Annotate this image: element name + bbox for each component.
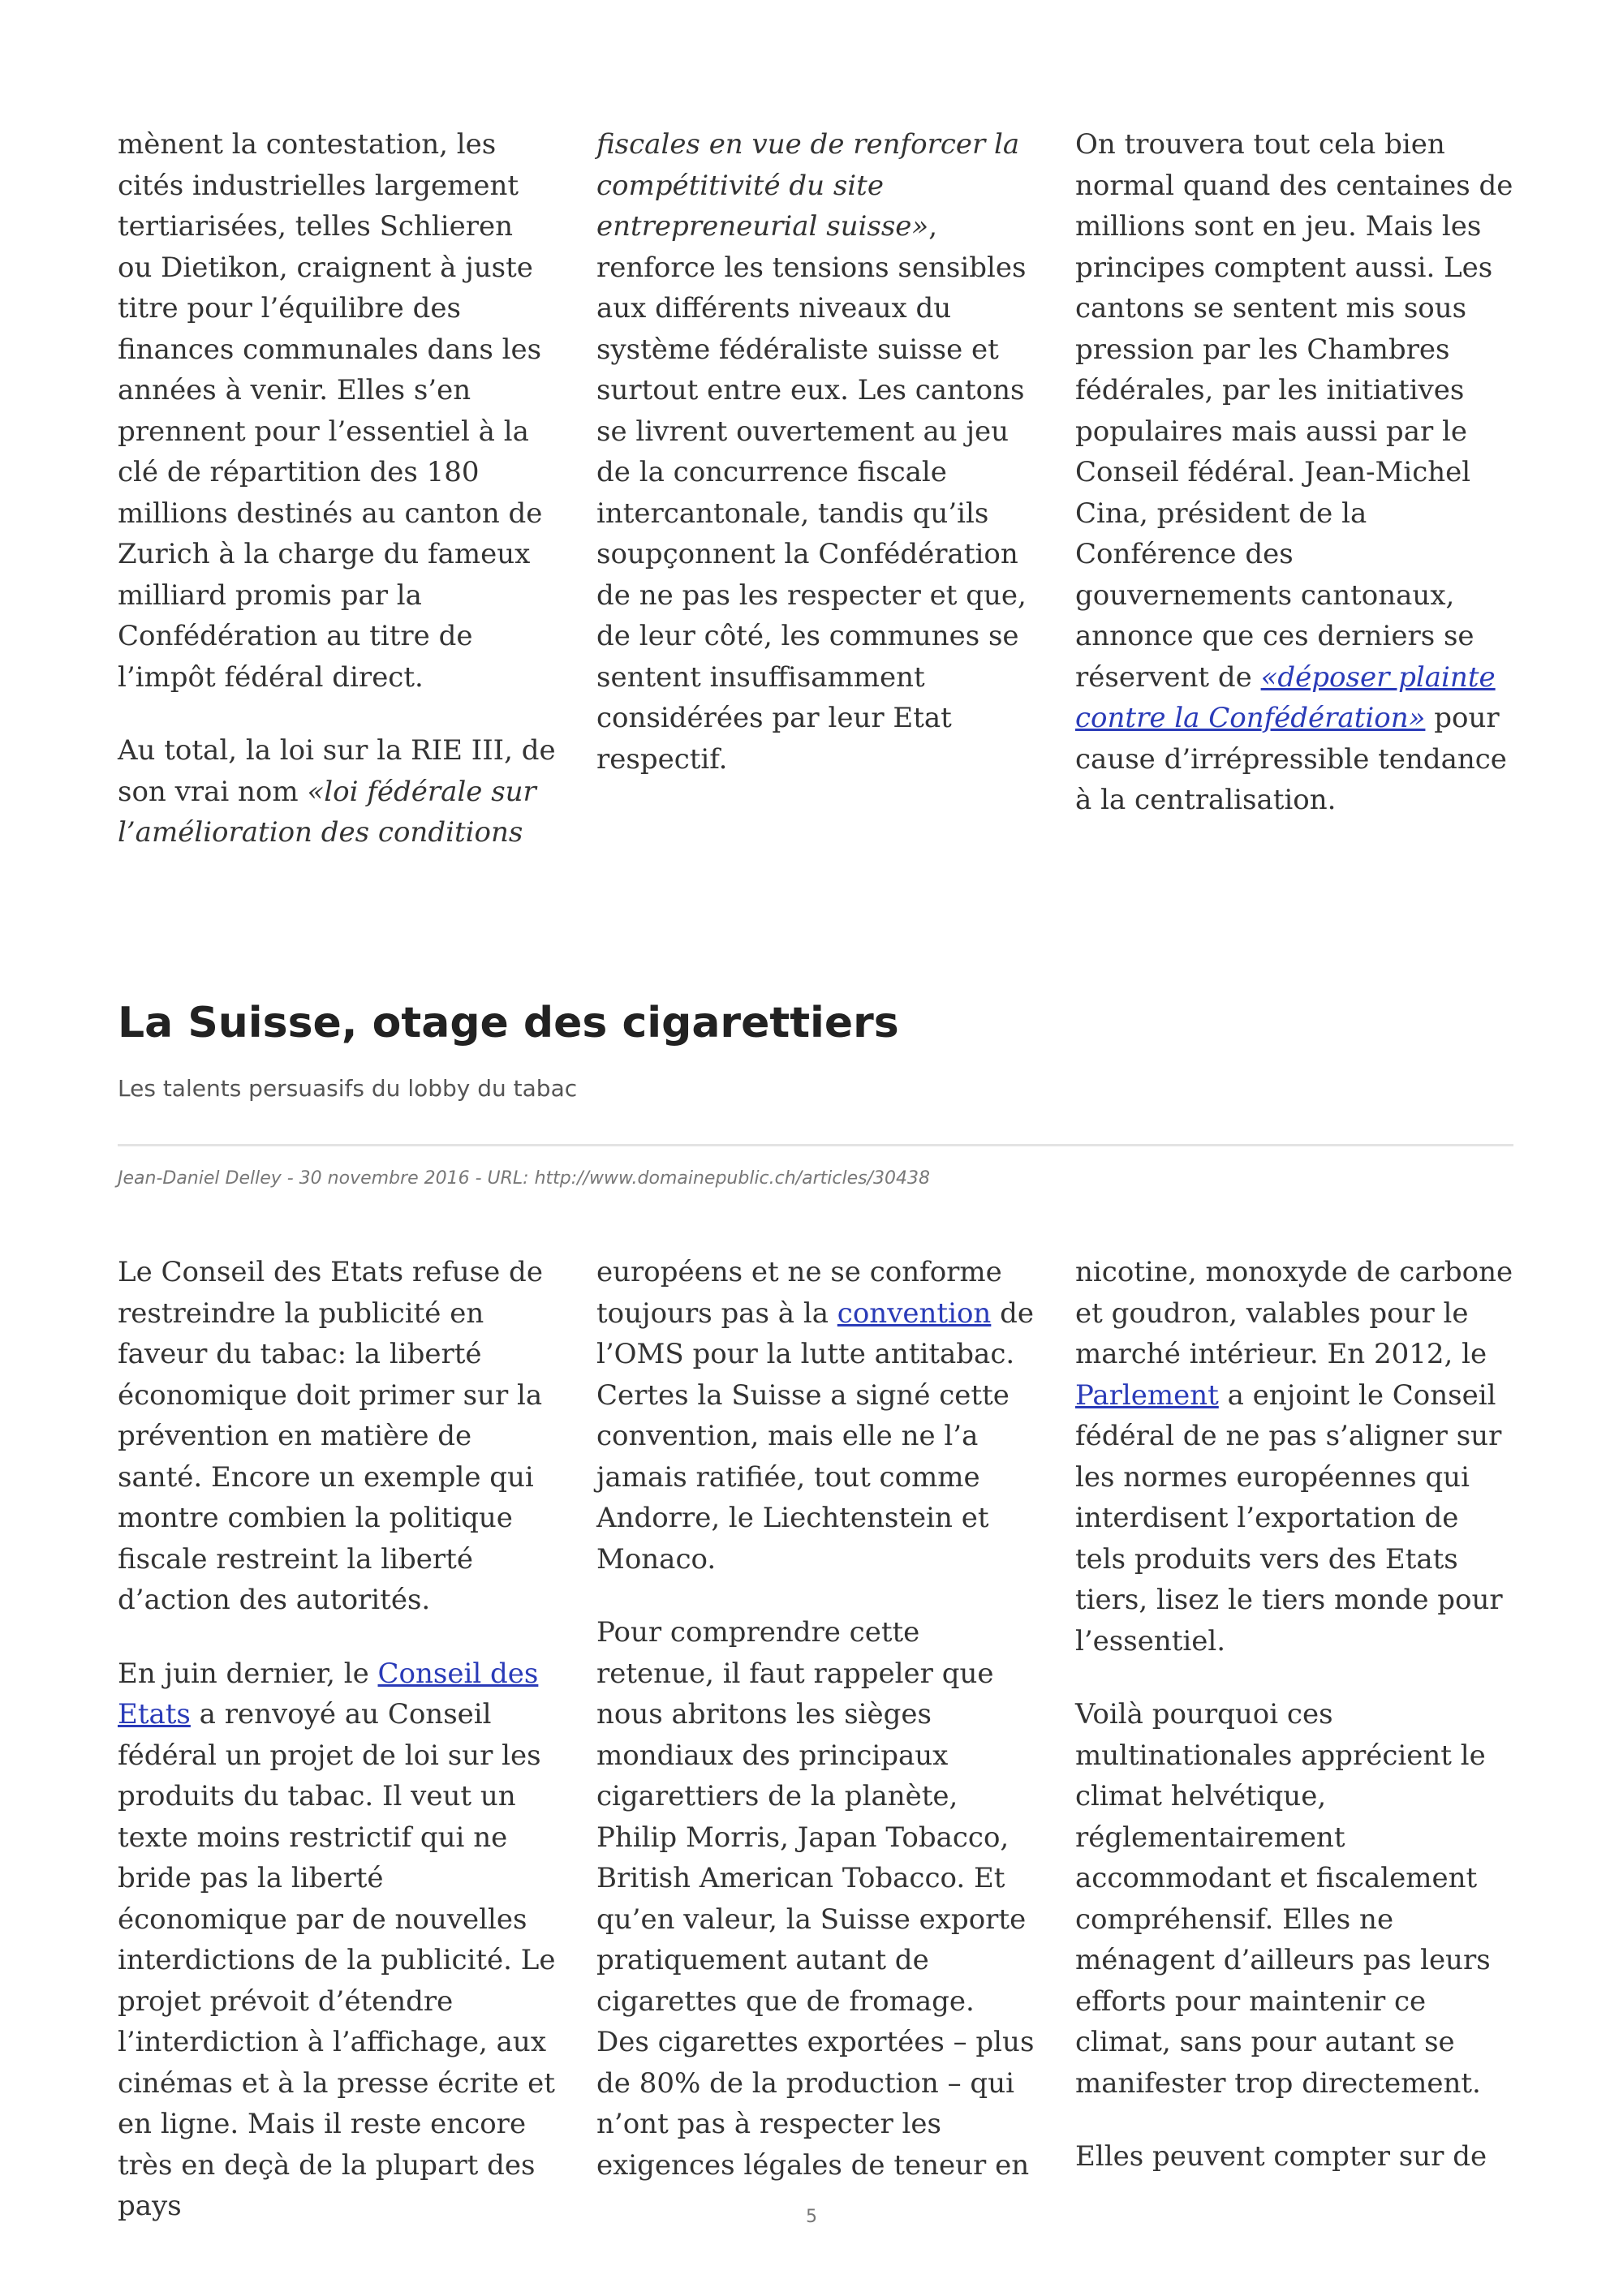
column-3 <box>1075 1252 1513 2227</box>
paragraph: mènent la contestation, les cités industrielles largement tertiarisées, telles Schlieren ou Dietikon, craignent à juste titre pour l’équilibre des finances communales dans les années à venir. Elles s’en prennent pour l’essentiel à la clé de répartition des 180 millions destinés au canton de Zurich à la charge du fameux milliard promis par la Confédération au titre de l’impôt fédéral direct. <box>118 128 543 694</box>
column-1 <box>118 124 556 853</box>
article-continuation <box>118 124 1513 853</box>
paragraph: En juin dernier, le Conseil des Etats a renvoyé au Conseil fédéral un projet de loi sur les produits du tabac. Il veut un texte moins restrictif qui ne bride pas la liberté économique par de nouvelles interdictions de la publicité. Le projet prévoit d’étendre l’interdiction à l’affichage, aux cinémas et à la presse écrite et en ligne. Mais il reste encore très en deçà de la plupart des pays <box>118 1657 556 2222</box>
article-body <box>118 1252 1513 2227</box>
article-title: La Suisse, otage des cigarettiers <box>118 999 899 1047</box>
column-2 <box>596 1252 1035 2227</box>
page-number: 5 <box>806 2207 817 2227</box>
divider <box>118 1144 1513 1146</box>
column-1 <box>118 1252 556 2227</box>
paragraph: européens et ne se conforme toujours pas à la convention de l’OMS pour la lutte antitabac. Certes la Suisse a signé cette convention, mais elle ne l’a jamais ratifiée, tout comme Andorre, le Liechtenstein et Monaco. <box>596 1256 1035 1576</box>
paragraph: Pour comprendre cette retenue, il faut rappeler que nous abritons les sièges mondiaux des principaux cigarettiers de la planète, Philip Morris, Japan Tobacco, British American Tobacco. Et qu’en valeur, la Suisse exporte pratiquement autant de cigarettes que de fromage. Des cigarettes exportées – plus de 80% de la production – qui n’ont pas à respecter les exigences légales de teneur en <box>596 1616 1035 2182</box>
link-conseil-des-etats[interactable]: Conseil des Etats <box>118 1657 539 1731</box>
paragraph: Au total, la loi sur la RIE III, de son vrai nom «loi fédérale sur l’amélioration des conditions <box>118 734 556 849</box>
paragraph: Voilà pourquoi ces multinationales apprécient le climat helvétique, réglementairement accommodant et fiscalement compréhensif. Elles ne ménagent d’ailleurs pas leurs efforts pour maintenir ce climat, sans pour autant se manifester trop directement. <box>1075 1698 1491 2100</box>
italic-quote: fiscales en vue de renforcer la compétitivité du site entrepreneurial suisse» <box>596 128 1020 243</box>
italic-quote: «loi fédérale sur l’amélioration des conditions <box>118 775 536 849</box>
link-convention[interactable]: convention <box>837 1296 992 1330</box>
link-deposer-plainte[interactable]: «déposer plainte contre la Confédération» <box>1075 660 1496 734</box>
paragraph: On trouvera tout cela bien normal quand des centaines de millions sont en jeu. Mais les principes comptent aussi. Les cantons se sentent mis sous pression par les Chambres fédérales, par les initiatives populaires mais aussi par le Conseil fédéral. Jean-Michel Cina, président de la Conférence des gouvernements cantonaux, annonce que ces derniers se réservent de «déposer plainte contre la Confédération» pour cause d’irrépressible tendance à la centralisation. <box>1075 128 1513 816</box>
article-subtitle: Les talents persuasifs du lobby du tabac <box>118 1075 578 1102</box>
paragraph: nicotine, monoxyde de carbone et goudron, valables pour le marché intérieur. En 2012, le Parlement a enjoint le Conseil fédéral de ne pas s’aligner sur les normes européennes qui interdisent l’exportation de tels produits vers des Etats tiers, lisez le tiers monde pour l’essentiel. <box>1075 1256 1513 1658</box>
link-parlement[interactable]: Parlement <box>1075 1378 1219 1412</box>
column-2 <box>596 124 1035 853</box>
paragraph: fiscales en vue de renforcer la compétitivité du site entrepreneurial suisse», renforce les tensions sensibles aux différents niveaux du système fédéraliste suisse et surtout entre eux. Les cantons se livrent ouvertement au jeu de la concurrence fiscale intercantonale, tandis qu’ils soupçonnent la Confédération de ne pas les respecter et que, de leur côté, les communes se sentent insuffisamment considérées par leur Etat respectif. <box>596 128 1027 776</box>
paragraph: Le Conseil des Etats refuse de restreindre la publicité en faveur du tabac: la liberté économique doit primer sur la prévention en matière de santé. Encore un exemple qui montre combien la politique fiscale restreint la liberté d’action des autorités. <box>118 1256 543 1616</box>
column-3 <box>1075 124 1513 853</box>
article-meta: Jean-Daniel Delley - 30 novembre 2016 - URL: http://www.domainepublic.ch/articles/30438 <box>118 1168 930 1189</box>
paragraph: Elles peuvent compter sur de <box>1075 2140 1487 2173</box>
